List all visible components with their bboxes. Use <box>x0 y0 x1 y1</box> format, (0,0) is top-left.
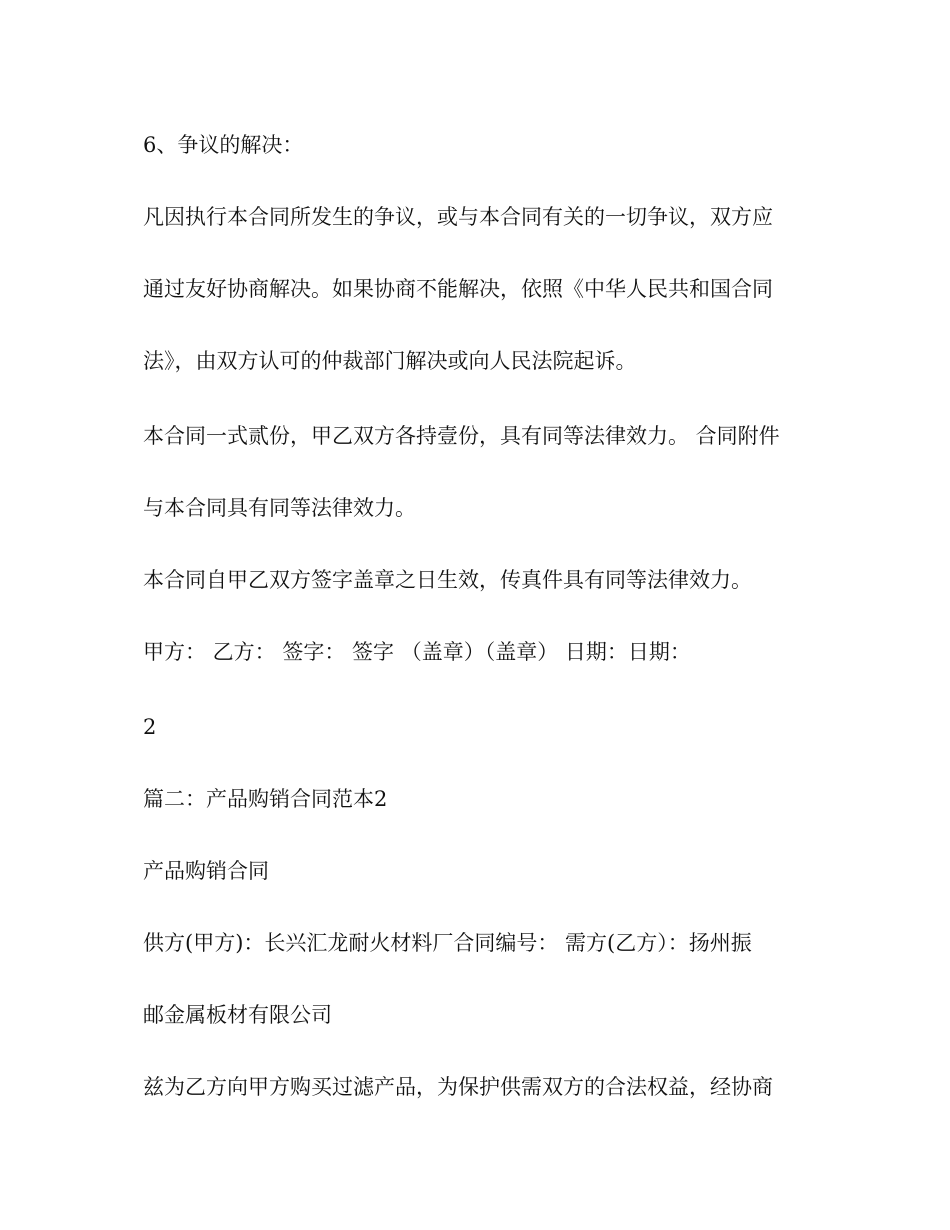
paragraph-line: 通过友好协商解决。如果协商不能解决，依照《中华人民共和国合同 <box>143 277 773 301</box>
page-number: 2 <box>143 715 157 739</box>
paragraph-line: 法》，由双方认可的仲裁部门解决或向人民法院起诉。 <box>143 349 637 373</box>
contract-title: 产品购销合同 <box>143 859 269 883</box>
paragraph-line: 本合同自甲乙双方签字盖章之日生效，传真件具有同等法律效力。 <box>143 568 752 592</box>
party-info-line: 供方(甲方)：长兴汇龙耐火材料厂合同编号： 需方(乙方）：扬州振 <box>143 931 752 955</box>
party-info-line: 邮金属板材有限公司 <box>143 1003 332 1027</box>
paragraph-line: 本合同一式贰份，甲乙双方各持壹份，具有同等法律效力。 合同附件 <box>143 424 780 448</box>
section-heading-part-two: 篇二：产品购销合同范本2 <box>143 787 388 811</box>
paragraph-line: 兹为乙方向甲方购买过滤产品，为保护供需双方的合法权益，经协商 <box>143 1075 773 1099</box>
signature-line: 甲方： 乙方： 签字： 签字 （盖章）（盖章） 日期：日期： <box>143 640 691 664</box>
paragraph-line: 凡因执行本合同所发生的争议，或与本合同有关的一切争议，双方应 <box>143 205 773 229</box>
paragraph-line: 与本合同具有同等法律效力。 <box>143 496 416 520</box>
section-heading-dispute-resolution: 6、争议的解决： <box>143 133 304 157</box>
